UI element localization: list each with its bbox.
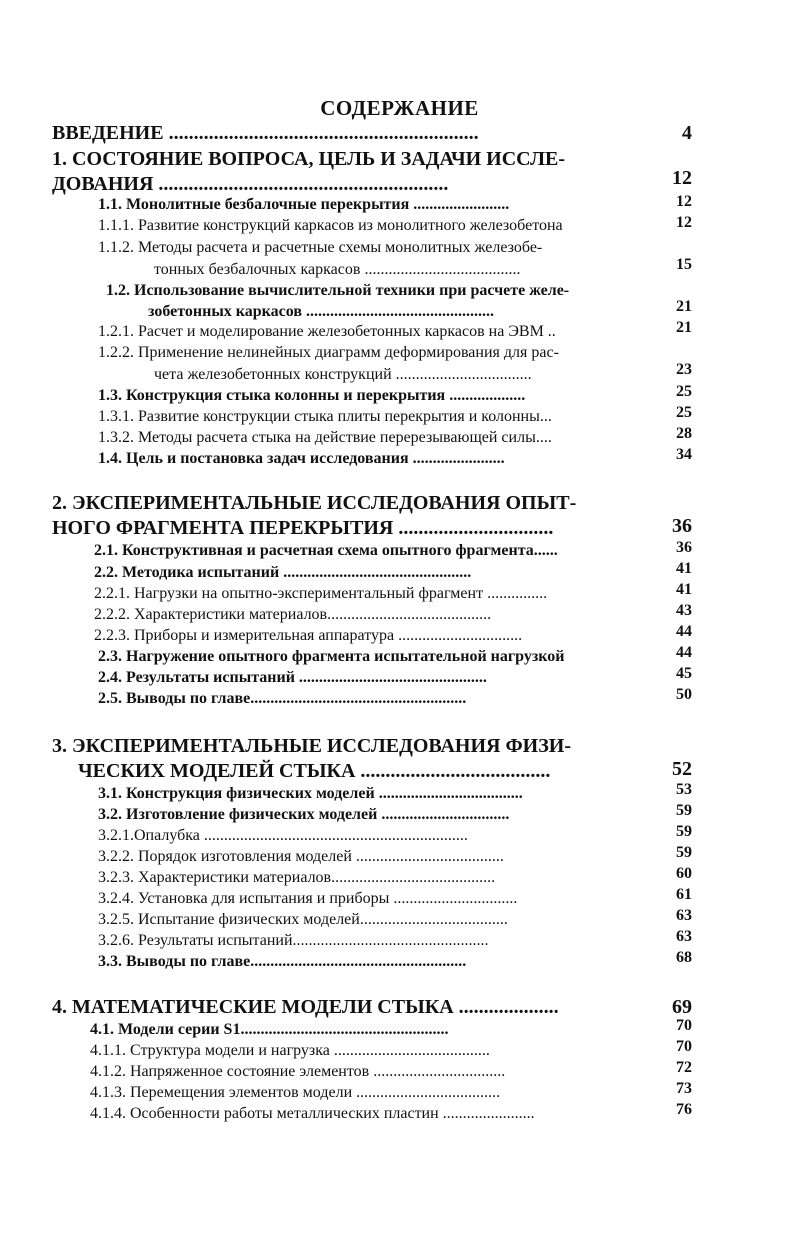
toc-section-3-3[interactable]: 3.3. Выводы по главе...................................................... — [98, 953, 467, 970]
toc-page-number: 43 — [676, 602, 692, 619]
toc-page-number: 45 — [676, 665, 692, 682]
toc-subsection-1-2-1[interactable]: 1.2.1. Расчет и моделирование железобетонных каркасов на ЭВМ .. — [98, 323, 556, 340]
toc-page-number: 70 — [676, 1038, 692, 1055]
toc-section-3-1[interactable]: 3.1. Конструкция физических моделей .................................... — [98, 785, 523, 802]
page-title: СОДЕРЖАНИЕ — [320, 96, 479, 120]
toc-page-number: 25 — [676, 383, 692, 400]
toc-subsection-3-2-5[interactable]: 3.2.5. Испытание физических моделей..................................... — [98, 911, 508, 928]
toc-page-number: 69 — [672, 996, 692, 1018]
toc-chapter-1-line2[interactable]: ДОВАНИЯ .......................................................... — [52, 173, 449, 195]
toc-subsection-4-1-1[interactable]: 4.1.1. Структура модели и нагрузка ....................................... — [90, 1042, 490, 1059]
toc-section-2-5[interactable]: 2.5. Выводы по главе...................................................... — [98, 690, 467, 707]
toc-subsection-3-2-4[interactable]: 3.2.4. Установка для испытания и приборы ............................... — [98, 890, 518, 907]
toc-page-number: 73 — [676, 1080, 692, 1097]
toc-chapter-3-line2[interactable]: ЧЕСКИХ МОДЕЛЕЙ СТЫКА ...................................... — [78, 760, 551, 782]
toc-page-number: 50 — [676, 686, 692, 703]
toc-page-number: 21 — [676, 298, 692, 315]
toc-page-number: 34 — [676, 446, 692, 463]
toc-subsection-1-3-1[interactable]: 1.3.1. Развитие конструкции стыка плиты перекрытия и колонны... — [98, 408, 552, 425]
toc-page-number: 53 — [676, 781, 692, 798]
toc-page-number: 25 — [676, 404, 692, 421]
toc-page-number: 72 — [676, 1059, 692, 1076]
toc-page-number: 15 — [676, 256, 692, 273]
toc-section-1-1[interactable]: 1.1. Монолитные безбалочные перекрытия ........................ — [98, 196, 510, 213]
toc-subsection-2-2-1[interactable]: 2.2.1. Нагрузки на опытно-экспериментальный фрагмент ............... — [94, 585, 548, 602]
toc-section-1-2-line2[interactable]: зобетонных каркасов ............................................... — [148, 303, 494, 320]
toc-page-number: 76 — [676, 1101, 692, 1118]
toc-chapter-4[interactable]: 4. МАТЕМАТИЧЕСКИЕ МОДЕЛИ СТЫКА .................... — [52, 996, 559, 1018]
toc-subsection-1-2-2-line1[interactable]: 1.2.2. Применение нелинейных диаграмм деформирования для рас- — [98, 344, 559, 361]
toc-section-2-3[interactable]: 2.3. Нагружение опытного фрагмента испытательной нагрузкой — [98, 648, 565, 665]
toc-page-number: 63 — [676, 907, 692, 924]
toc-page-number: 21 — [676, 319, 692, 336]
toc-entry-intro[interactable]: ВВЕДЕНИЕ .............................................................. — [52, 122, 479, 144]
toc-page-number: 60 — [676, 865, 692, 882]
toc-page-number: 4 — [682, 122, 692, 144]
toc-page-number: 52 — [672, 758, 692, 780]
toc-page-number: 12 — [676, 214, 692, 231]
toc-subsection-1-1-2-line1[interactable]: 1.1.2. Методы расчета и расчетные схемы монолитных железобе- — [98, 239, 543, 256]
toc-subsection-1-3-2[interactable]: 1.3.2. Методы расчета стыка на действие перерезывающей силы.... — [98, 429, 552, 446]
toc-subsection-3-2-2[interactable]: 3.2.2. Порядок изготовления моделей ..................................... — [98, 848, 504, 865]
toc-page-number: 44 — [676, 644, 692, 661]
toc-subsection-4-1-3[interactable]: 4.1.3. Перемещения элементов модели .................................... — [90, 1084, 501, 1101]
toc-page-number: 59 — [676, 844, 692, 861]
toc-page-number: 36 — [676, 539, 692, 556]
toc-page-number: 44 — [676, 623, 692, 640]
toc-page-number: 41 — [676, 560, 692, 577]
toc-chapter-2-line2[interactable]: НОГО ФРАГМЕНТА ПЕРЕКРЫТИЯ ............................... — [52, 517, 554, 539]
toc-subsection-1-2-2-line2[interactable]: чета железобетонных конструкций .................................. — [154, 366, 532, 383]
toc-chapter-2-line1[interactable]: 2. ЭКСПЕРИМЕНТАЛЬНЫЕ ИССЛЕДОВАНИЯ ОПЫТ- — [52, 492, 577, 514]
toc-subsection-1-1-1[interactable]: 1.1.1. Развитие конструкций каркасов из монолитного железобетона — [98, 217, 563, 234]
toc-section-3-2[interactable]: 3.2. Изготовление физических моделей ................................ — [98, 806, 510, 823]
toc-chapter-3-line1[interactable]: 3. ЭКСПЕРИМЕНТАЛЬНЫЕ ИССЛЕДОВАНИЯ ФИЗИ- — [52, 735, 571, 757]
toc-page-number: 12 — [672, 167, 692, 189]
toc-page-number: 68 — [676, 949, 692, 966]
toc-section-2-1[interactable]: 2.1. Конструктивная и расчетная схема опытного фрагмента...... — [94, 542, 558, 559]
toc-section-4-1[interactable]: 4.1. Модели серии S1.................................................... — [90, 1021, 449, 1038]
toc-page-number: 61 — [676, 886, 692, 903]
toc-page-number: 59 — [676, 823, 692, 840]
toc-page-number: 63 — [676, 928, 692, 945]
toc-subsection-2-2-2[interactable]: 2.2.2. Характеристики материалов......................................... — [94, 606, 492, 623]
toc-section-1-4[interactable]: 1.4. Цель и постановка задач исследования ....................... — [98, 450, 505, 467]
toc-page-number: 28 — [676, 425, 692, 442]
toc-section-1-2-line1[interactable]: 1.2. Использование вычислительной техники при расчете желе- — [106, 282, 570, 299]
toc-subsection-3-2-6[interactable]: 3.2.6. Результаты испытаний................................................. — [98, 932, 489, 949]
toc-page-number: 41 — [676, 581, 692, 598]
toc-page-number: 70 — [676, 1017, 692, 1034]
toc-page-number: 23 — [676, 361, 692, 378]
toc-page-number: 12 — [676, 193, 692, 210]
toc-subsection-1-1-2-line2[interactable]: тонных безбалочных каркасов ....................................... — [154, 261, 521, 278]
toc-subsection-2-2-3[interactable]: 2.2.3. Приборы и измерительная аппаратура ............................... — [94, 627, 523, 644]
toc-subsection-4-1-4[interactable]: 4.1.4. Особенности работы металлических пластин ....................... — [90, 1105, 535, 1122]
toc-section-2-2[interactable]: 2.2. Методика испытаний ............................................... — [94, 564, 472, 581]
toc-chapter-1-line1[interactable]: 1. СОСТОЯНИЕ ВОПРОСА, ЦЕЛЬ И ЗАДАЧИ ИССЛЕ- — [52, 148, 566, 170]
toc-subsection-4-1-2[interactable]: 4.1.2. Напряженное состояние элементов ................................. — [90, 1063, 506, 1080]
toc-section-1-3[interactable]: 1.3. Конструкция стыка колонны и перекрытия ................... — [98, 387, 526, 404]
toc-page-number: 59 — [676, 802, 692, 819]
toc-subsection-3-2-1[interactable]: 3.2.1.Опалубка .................................................................. — [98, 827, 468, 844]
toc-page-number: 36 — [672, 515, 692, 537]
toc-section-2-4[interactable]: 2.4. Результаты испытаний ............................................... — [98, 669, 487, 686]
toc-subsection-3-2-3[interactable]: 3.2.3. Характеристики материалов......................................... — [98, 869, 496, 886]
